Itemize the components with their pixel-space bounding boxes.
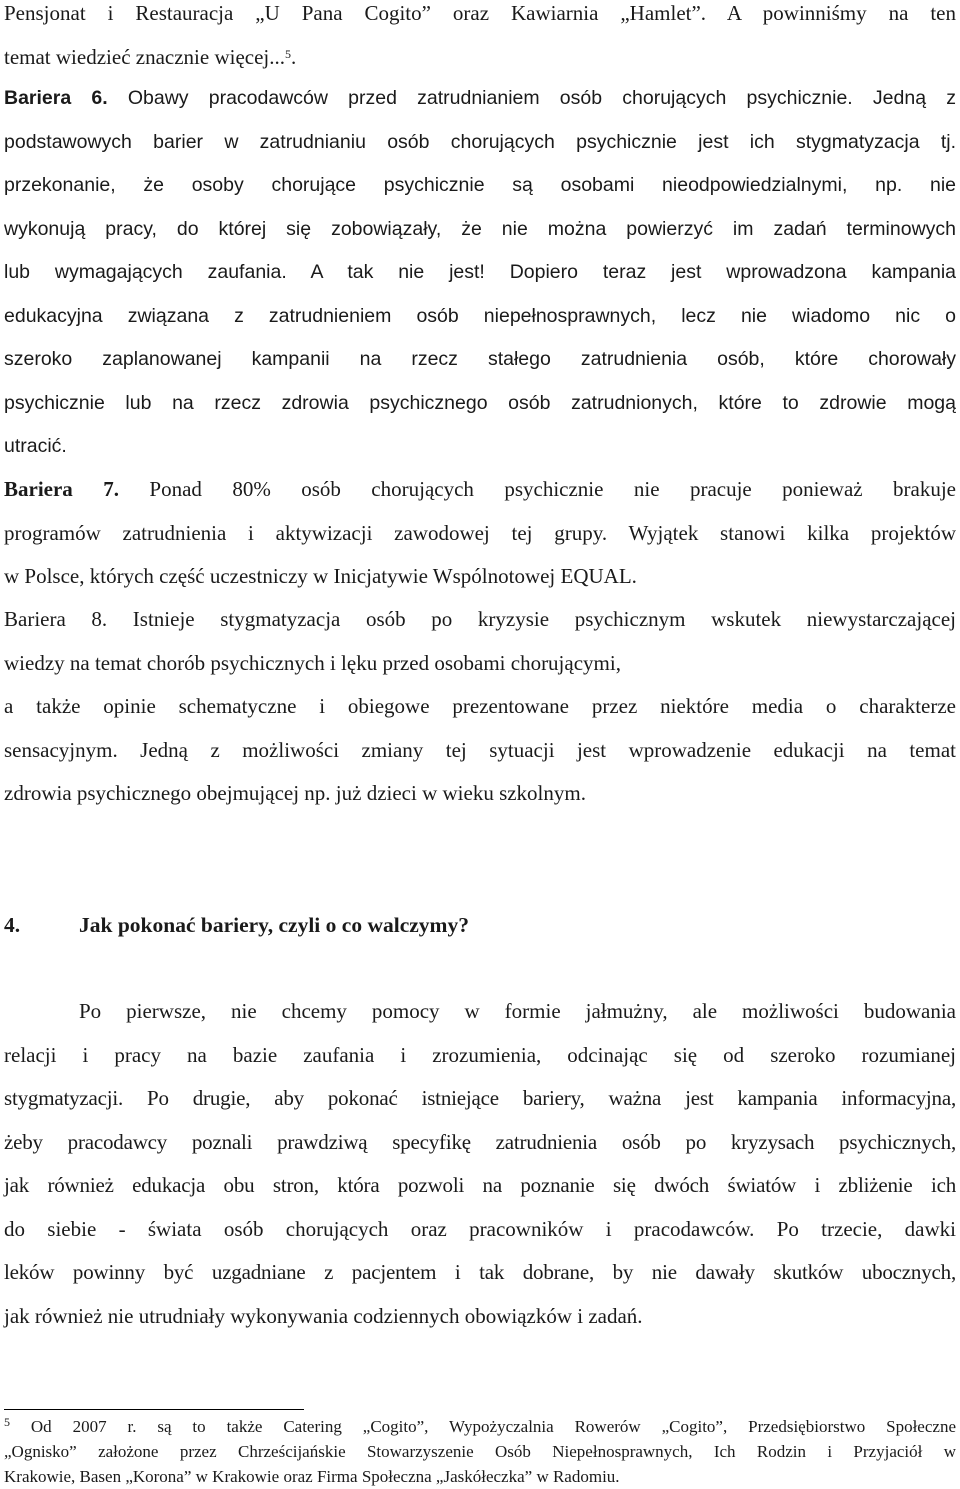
- intro-line-1: Pensjonat i Restauracja „U Pana Cogito” oraz Kawiarnia „Hamlet”. A powinniśmy na ten: [4, 1, 956, 25]
- footnote-line-2: „Ognisko” założone przez Chrześcijańskie Stowarzyszenie Osób Niepełnosprawnych, Ich Rodzin i Przyjaciół w: [4, 1442, 956, 1461]
- closing-line-3: stygmatyzacji. Po drugie, aby pokonać istniejące bariery, ważna jest kampania informacyjna,: [4, 1086, 956, 1110]
- barrier-6-line-4: wykonują pracy, do której się zobowiązały, że nie można powierzyć im zadań terminowych: [4, 217, 956, 240]
- intro-line-2-tail: .: [291, 44, 297, 69]
- footnote-line-1-text: Od 2007 r. są to także Catering „Cogito”, Wypożyczalnia Rowerów „Cogito”, Przedsiębiorstwo Społeczne: [10, 1417, 956, 1436]
- barrier-8-line-5: zdrowia psychicznego obejmującej np. już dzieci w wieku szkolnym.: [4, 781, 586, 805]
- barrier-6-line-6: edukacyjna związana z zatrudnieniem osób niepełnosprawnych, lecz nie wiadomo nic o: [4, 304, 956, 327]
- section-heading: [4, 905, 469, 945]
- barrier-6-label: Bariera 6.: [4, 87, 108, 109]
- closing-line-8: jak również nie utrudniały wykonywania codziennych obowiązków i zadań.: [4, 1303, 643, 1328]
- closing-line-4: żeby pracodawcy poznali prawdziwą specyfikę zatrudnienia osób po kryzysach psychicznych,: [4, 1129, 956, 1154]
- barrier-7-line-1: [4, 468, 956, 512]
- closing-line-2: relacji i pracy na bazie zaufania i zrozumienia, odcinając się od szeroko rozumianej: [4, 1042, 956, 1067]
- barrier-7-line-1-text: Ponad 80% osób chorujących psychicznie nie pracuje ponieważ brakuje: [118, 477, 957, 501]
- closing-line-7: leków powinny być uzgadniane z pacjentem i tak dobrane, by nie dawały skutków ubocznych,: [4, 1260, 956, 1284]
- barrier-7-paragraph: [4, 468, 956, 599]
- barrier-8-line-1-text: Istnieje stygmatyzacja osób po kryzysie psychicznym wskutek niewystarczającej: [107, 607, 956, 631]
- closing-line-6: do siebie - świata osób chorujących oraz pracowników i pracodawców. Po trzecie, dawki: [4, 1216, 956, 1241]
- barrier-6-line-9: utracić.: [4, 435, 67, 457]
- footnote-line-3: Krakowie, Basen „Korona” w Krakowie oraz Firma Społeczna „Jaskółeczka” w Radomiu.: [4, 1467, 620, 1486]
- barrier-6-line-1: [4, 77, 956, 121]
- barrier-6-line-3: przekonanie, że osoby chorujące psychicznie są osobami nieodpowiedzialnymi, np. nie: [4, 174, 956, 196]
- barrier-6-line-1-text: Obawy pracodawców przed zatrudnianiem osób chorujących psychicznie. Jedną z: [107, 87, 956, 109]
- barrier-6-line-5: lub wymagających zaufania. A tak nie jest! Dopiero teraz jest wprowadzona kampania: [4, 261, 956, 283]
- barrier-8-line-1: [4, 598, 956, 642]
- section-number: 4.: [4, 913, 21, 937]
- closing-line-5: jak również edukacja obu stron, która pozwoli na poznanie się dwóch światów i zbliżenie ich: [4, 1173, 956, 1197]
- barrier-8-line-2: wiedzy na temat chorób psychicznych i lęku przed osobami chorującymi,: [4, 650, 621, 675]
- barrier-8-line-3: a także opinie schematyczne i obiegowe prezentowane przez niektóre media o charakterze: [4, 694, 956, 718]
- barrier-8-label: Bariera 8.: [4, 607, 108, 631]
- footnote-mark: 5: [4, 1415, 10, 1429]
- barrier-7-label: Bariera 7.: [4, 477, 119, 501]
- intro-paragraph: [4, 0, 956, 79]
- intro-line-2-text: temat wiedzieć znacznie więcej...: [4, 44, 285, 69]
- barrier-7-line-3: w Polsce, których część uczestniczy w Inicjatywie Wspólnotowej EQUAL.: [4, 564, 637, 588]
- barrier-8-line-4: sensacyjnym. Jedną z możliwości zmiany tej sytuacji jest wprowadzenie edukacji na temat: [4, 737, 956, 762]
- barrier-7-line-2: programów zatrudnienia i aktywizacji zawodowej tej grupy. Wyjątek stanowi kilka projektów: [4, 520, 956, 545]
- footnote: [4, 1414, 956, 1489]
- footnote-reference: 5: [285, 46, 291, 61]
- footnote-separator: [4, 1409, 304, 1410]
- footnote-line-1: [4, 1414, 956, 1439]
- closing-paragraph: [4, 990, 956, 1338]
- barrier-8-paragraph: [4, 598, 956, 816]
- barrier-6-line-7: szeroko zaplanowanej kampanii na rzecz stałego zatrudnienia osób, które chorowały: [4, 348, 956, 370]
- barrier-6-paragraph: [4, 77, 956, 469]
- closing-line-1: Po pierwsze, nie chcemy pomocy w formie jałmużny, ale możliwości budowania: [79, 999, 956, 1023]
- barrier-6-line-8: psychicznie lub na rzecz zdrowia psychicznego osób zatrudnionych, które to zdrowie mogą: [4, 391, 956, 414]
- barrier-6-line-2: podstawowych barier w zatrudnianiu osób chorujących psychicznie jest ich stygmatyzacja tj.: [4, 130, 956, 153]
- section-title: Jak pokonać bariery, czyli o co walczymy?: [79, 913, 469, 937]
- intro-line-2: [4, 36, 956, 80]
